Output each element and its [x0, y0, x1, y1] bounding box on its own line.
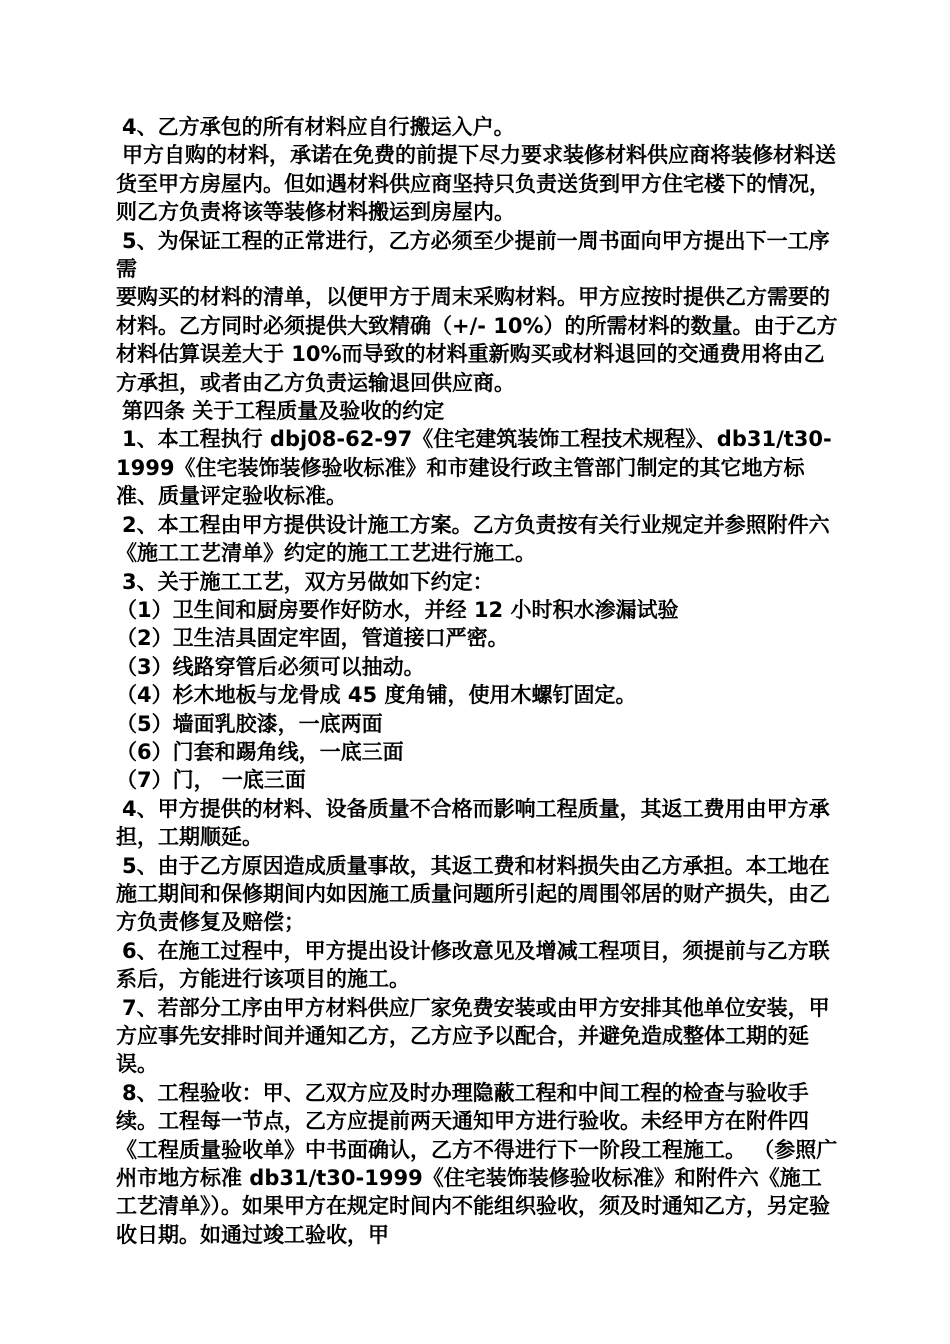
list-item-sanitary-fixtures: （2）卫生洁具固定牢固，管道接口严密。	[116, 626, 509, 651]
paragraph-material-quality: 4、甲方提供的材料、设备质量不合格而影响工程质量，其返工费用由甲方承担，工期顺延。	[116, 796, 830, 850]
list-item-door: （7）门， 一底三面	[116, 768, 306, 793]
paragraph-quality-accident: 5、由于乙方原因造成质量事故，其返工费和材料损失由乙方承担。本工地在施工期间和保修期间内如因施工质量问题所引起的周围邻居的财产损失，由乙方负责修复及赔偿；	[116, 853, 830, 935]
paragraph-material-transport: 4、乙方承包的所有材料应自行搬运入户。	[122, 115, 515, 139]
paragraph-acceptance: 8、工程验收：甲、乙双方应及时办理隐蔽工程和中间工程的检查与验收手续。工程每一节点，乙方应提前两天通知甲方进行验收。未经甲方在附件四《工程质量验收单》中书面确认，乙方不得进行下一阶段工程施工。 （参照广州市地方标准 db31/t30-1999《住宅装饰装修验收标准》和附件六《施工工艺清单》）。如果甲方在规定时间内不能组织验收，须及时通知乙方，另定验收日期。如通过竣工验收，甲	[116, 1080, 838, 1247]
list-item-floor: （4）杉木地板与龙骨成 45 度角铺，使用木螺钉固定。	[116, 683, 637, 708]
paragraph-standards: 1、本工程执行 dbj08-62-97《住宅建筑装饰工程技术规程》、db31/t30-1999《住宅装饰装修验收标准》和市建设行政主管部门制定的其它地方标准、质量评定验收标准。	[116, 427, 832, 509]
document-body	[116, 113, 840, 1249]
paragraph-procedure-notice: 5、为保证工程的正常进行，乙方必须至少提前一周书面向甲方提出下一工序需	[116, 228, 830, 282]
paragraph-material-list: 要购买的材料的清单，以便甲方于周末采购材料。甲方应按时提供乙方需要的材料。乙方同时必须提供大致精确（+/- 10%）的所需材料的数量。由于乙方材料估算误差大于 10%而导致的材料重新购买或材料退回的交通费用将由乙方承担，或者由乙方负责运输退回供应商。	[116, 285, 838, 395]
paragraph-installation: 7、若部分工序由甲方材料供应厂家免费安装或由甲方安排其他单位安装，甲方应事先安排时间并通知乙方，乙方应予以配合，并避免造成整体工期的延误。	[116, 995, 830, 1077]
paragraph-design-change: 6、在施工过程中，甲方提出设计修改意见及增减工程项目，须提前与乙方联系后，方能进行该项目的施工。	[116, 938, 830, 992]
list-item-waterproofing: （1）卫生间和厨房要作好防水，并经 12 小时积水渗漏试验	[116, 597, 679, 622]
list-item-door-frame: （6）门套和踢角线，一底三面	[116, 739, 404, 764]
list-item-wiring: （3）线路穿管后必须可以抽动。	[116, 654, 425, 679]
paragraph-design-plan: 2、本工程由甲方提供设计施工方案。乙方负责按有关行业规定并参照附件六《施工工艺清单》约定的施工工艺进行施工。	[116, 512, 830, 566]
paragraph-construction-process: 3、关于施工工艺，双方另做如下约定：	[122, 569, 494, 594]
list-item-wall-paint: （5）墙面乳胶漆，一底两面	[116, 711, 383, 736]
section-heading-article-4: 第四条 关于工程质量及验收的约定	[122, 399, 445, 424]
paragraph-self-purchased-materials: 甲方自购的材料，承诺在免费的前提下尽力要求装修材料供应商将装修材料送货至甲方房屋内。但如遇材料供应商坚持只负责送货到甲方住宅楼下的情况，则乙方负责将该等装修材料搬运到房屋内。	[116, 143, 836, 225]
